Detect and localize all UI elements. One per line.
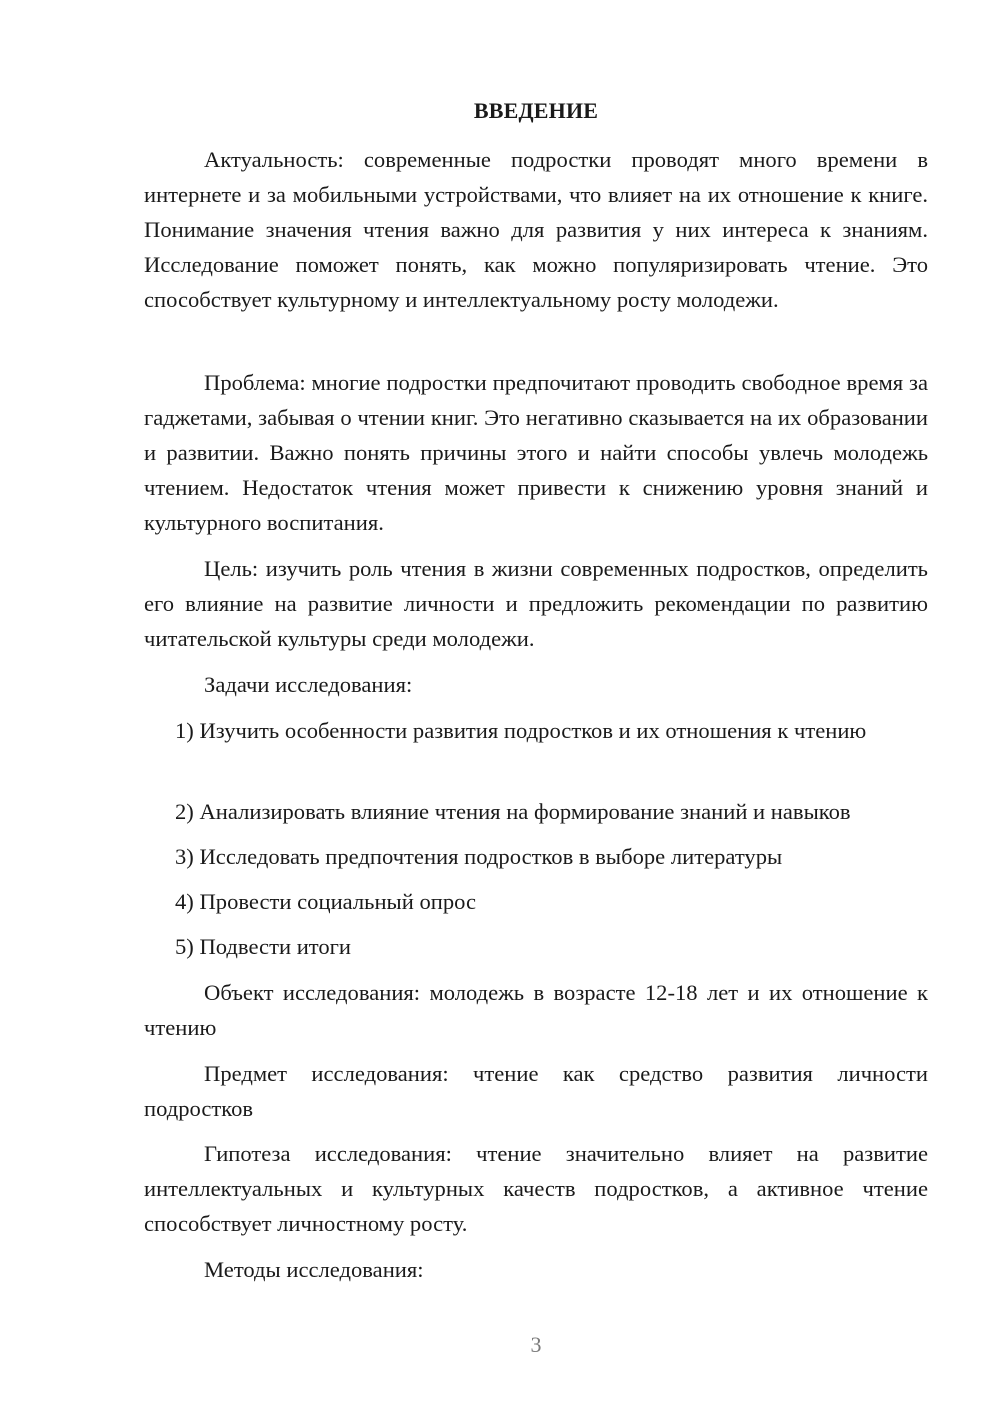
paragraph-object: Объект исследования: молодежь в возрасте 12-18 лет и их отношение к чтению bbox=[144, 980, 928, 1040]
task-item-4: 4) Провести социальный опрос bbox=[175, 889, 477, 914]
paragraph-goal: Цель: изучить роль чтения в жизни современных подростков, определить его влияние на развитие личности и предложить рекомендации по развитию читательской культуры среди молодежи. bbox=[144, 556, 928, 651]
tasks-heading: Задачи исследования: bbox=[204, 672, 413, 697]
methods-heading: Методы исследования: bbox=[204, 1257, 424, 1282]
page-number: 3 bbox=[530, 1332, 542, 1357]
task-item-3: 3) Исследовать предпочтения подростков в выборе литературы bbox=[175, 844, 783, 869]
paragraph-subject: Предмет исследования: чтение как средство развития личности подростков bbox=[144, 1061, 928, 1121]
paragraph-hypothesis: Гипотеза исследования: чтение значительно влияет на развитие интеллектуальных и культурных качеств подростков, а активное чтение способствует личностному росту. bbox=[144, 1141, 928, 1236]
task-item-5: 5) Подвести итоги bbox=[175, 934, 352, 959]
task-item-1: 1) Изучить особенности развития подростков и их отношения к чтению bbox=[175, 718, 867, 743]
task-item-2: 2) Анализировать влияние чтения на формирование знаний и навыков bbox=[175, 799, 851, 824]
paragraph-relevance: Актуальность: современные подростки проводят много времени в интернете и за мобильными устройствами, что влияет на их отношение к книге. Понимание значения чтения важно для развития у них интереса к знаниям. Исследование поможет понять, как можно популяризировать чтение. Это способствует культурному и интеллектуальному росту молодежи. bbox=[144, 147, 928, 312]
page-title: ВВЕДЕНИЕ bbox=[473, 98, 599, 123]
paragraph-problem: Проблема: многие подростки предпочитают проводить свободное время за гаджетами, забывая о чтении книг. Это негативно сказывается на их образовании и развитии. Важно понять причины этого и найти способы увлечь молодежь чтением. Недостаток чтения может привести к снижению уровня знаний и культурного воспитания. bbox=[144, 370, 928, 535]
